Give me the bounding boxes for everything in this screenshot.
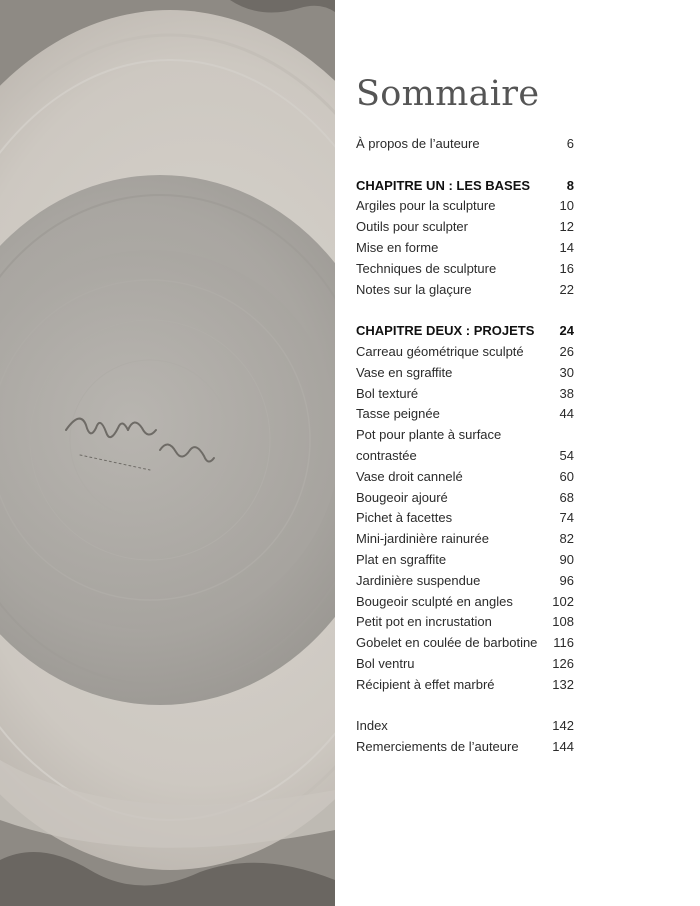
toc-entry[interactable] xyxy=(356,384,574,405)
toc-entry-page-number: 90 xyxy=(559,551,574,567)
toc-entry-page-number: 24 xyxy=(559,323,574,339)
toc-entry[interactable] xyxy=(356,488,574,509)
toc-entry-label: Plat en sgraffite xyxy=(356,551,447,567)
toc-group xyxy=(356,716,574,758)
toc-entry-label: À propos de l’auteure xyxy=(356,136,480,151)
toc-entry-label: Pot pour plante à surface contrastée xyxy=(356,427,502,463)
toc-entry[interactable] xyxy=(356,612,574,633)
toc-entry-label: Vase en sgraffite xyxy=(356,364,453,380)
toc-entry-label: Gobelet en coulée de barbotine xyxy=(356,635,538,651)
toc-entry-label: Vase droit cannelé xyxy=(356,468,463,484)
toc-entry-page-number: 96 xyxy=(559,572,574,588)
toc-chapter-heading[interactable] xyxy=(356,176,574,197)
toc-entry-label: Carreau géométrique sculpté xyxy=(356,343,524,359)
toc-entry-page-number: 142 xyxy=(552,718,574,734)
toc-entry[interactable] xyxy=(356,675,574,696)
toc-entry-page-number: 30 xyxy=(559,364,574,380)
toc-chapter-heading[interactable] xyxy=(356,321,574,342)
toc-entry[interactable] xyxy=(356,550,574,571)
toc-entry-page-number: 116 xyxy=(553,635,574,651)
toc-entry-label: Notes sur la glaçure xyxy=(356,281,472,297)
page-title: Sommaire xyxy=(356,74,540,114)
toc-entry-label: Petit pot en incrustation xyxy=(356,614,492,630)
toc-entry-label: Mise en forme xyxy=(356,239,439,255)
toc-entry-page-number: 108 xyxy=(552,614,574,630)
toc-entry[interactable] xyxy=(356,467,574,488)
toc-entry-label: CHAPITRE UN : LES BASES xyxy=(356,177,531,193)
toc-entry-label: CHAPITRE DEUX : PROJETS xyxy=(356,323,535,339)
toc-entry[interactable] xyxy=(356,716,574,737)
cover-photo-pottery-bowl xyxy=(0,0,335,906)
toc-entry[interactable] xyxy=(356,280,574,301)
toc-entry[interactable] xyxy=(356,654,574,675)
toc-group xyxy=(356,321,574,695)
toc-entry-page-number: 54 xyxy=(559,447,574,463)
toc-entry-page-number: 74 xyxy=(559,510,574,526)
toc-entry-label: Bol ventru xyxy=(356,655,415,671)
toc-entry-label: Pichet à facettes xyxy=(356,510,453,526)
toc-entry-label: Outils pour sculpter xyxy=(356,219,468,235)
toc-entry-label: Mini-jardinière rainurée xyxy=(356,531,489,547)
toc-entry-page-number: 22 xyxy=(559,281,574,297)
toc-group xyxy=(356,176,574,301)
toc-entry[interactable] xyxy=(356,196,574,217)
toc-entry-page-number: 68 xyxy=(559,489,574,505)
toc-entry[interactable] xyxy=(356,238,574,259)
toc-entry-label: Tasse peignée xyxy=(356,406,440,422)
toc-entry[interactable] xyxy=(356,363,574,384)
toc-entry-label: Remerciements de l’auteure xyxy=(356,739,519,755)
toc-entry-page-number: 82 xyxy=(559,531,574,547)
toc-entry-page-number: 44 xyxy=(559,406,574,422)
toc-entry[interactable] xyxy=(356,592,574,613)
toc-entry-label: Récipient à effet marbré xyxy=(356,676,495,692)
toc-entry[interactable] xyxy=(356,737,574,758)
toc-entry-page-number: 26 xyxy=(559,343,574,359)
toc-entry-label: Bougeoir sculpté en angles xyxy=(356,593,513,609)
toc-entry-label: Bol texturé xyxy=(356,385,419,401)
toc-entry-page-number: 16 xyxy=(559,260,574,276)
toc-entry[interactable] xyxy=(356,425,574,467)
toc-entries xyxy=(356,134,574,779)
toc-entry-label: Index xyxy=(356,718,388,734)
toc-entry-page-number: 10 xyxy=(559,198,574,214)
toc-entry-page-number: 8 xyxy=(566,177,574,193)
toc-entry[interactable] xyxy=(356,134,574,155)
toc-entry[interactable] xyxy=(356,404,574,425)
toc-entry-page-number: 14 xyxy=(559,239,574,255)
toc-entry[interactable] xyxy=(356,342,574,363)
toc-entry-label: Argiles pour la sculpture xyxy=(356,198,496,214)
toc-entry-page-number: 132 xyxy=(552,676,574,692)
toc-group xyxy=(356,134,574,155)
toc-entry-page-number: 12 xyxy=(559,219,574,235)
toc-entry-label: Jardinière suspendue xyxy=(356,572,481,588)
toc-entry-page-number: 102 xyxy=(552,593,574,609)
toc-entry-page-number: 6 xyxy=(566,136,574,151)
toc-entry[interactable] xyxy=(356,571,574,592)
toc-entry[interactable] xyxy=(356,217,574,238)
toc-entry-label: Techniques de sculpture xyxy=(356,260,497,276)
toc-entry-page-number: 144 xyxy=(552,739,574,755)
toc-entry[interactable] xyxy=(356,529,574,550)
toc-entry-page-number: 38 xyxy=(559,385,574,401)
toc-entry[interactable] xyxy=(356,633,574,654)
toc-entry-page-number: 126 xyxy=(552,655,574,671)
toc-entry[interactable] xyxy=(356,259,574,280)
toc-entry[interactable] xyxy=(356,508,574,529)
toc-entry-label: Bougeoir ajouré xyxy=(356,489,448,505)
table-of-contents xyxy=(356,0,574,906)
toc-entry-page-number: 60 xyxy=(559,468,574,484)
